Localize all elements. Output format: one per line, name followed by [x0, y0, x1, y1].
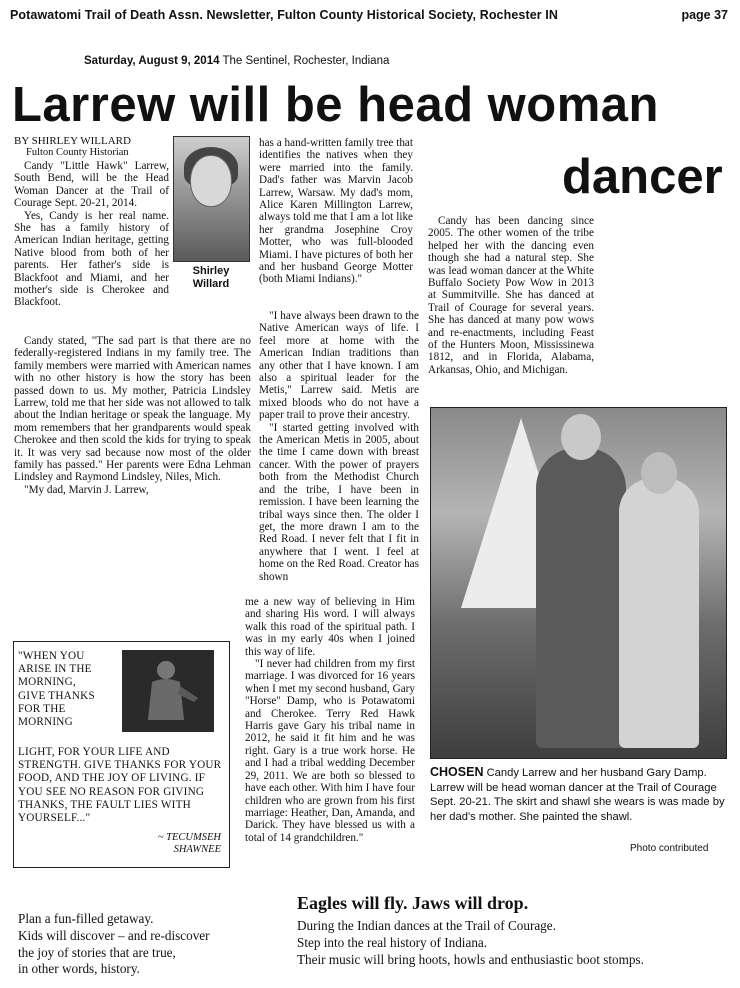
- quote-line: MORNING,: [18, 676, 76, 689]
- ad-line: During the Indian dances at the Trail of Courage.: [297, 918, 556, 933]
- article-column-2-wide: [259, 310, 419, 583]
- caption-line: Willard: [192, 278, 230, 290]
- ad-line: Plan a fun-filled getaway.: [18, 911, 154, 926]
- author-photo-caption: [180, 265, 242, 291]
- ad-right: [297, 918, 644, 968]
- ad-line: Kids will discover – and re-discover: [18, 927, 210, 943]
- paragraph: Candy stated, "The sad part is that there are no federally-registered Indians in my family tree. The family members were married with American names with no other history is how the story has been passed down to us. My mother, Patricia Lindsley Larrew, told me that her side was not allowed to talk about the Indian heritage or speak the language. My mom remembers that her grandparents would speak Cherokee and then scold the kids for trying to speak it. It was very sad because now most of the older family has passed." Her parents were Edna Lehman Lindsley and Raymond Lindsley, Niles, Mich.: [14, 335, 251, 484]
- paragraph: "I never had children from my first marriage. I was divorced for 16 years when I met my second husband, Gary "Horse" Damp, who is Potawatomi and Cherokee. Terry Red Hawk Harris gave Gary his tribal name in 2012, he said it fit him and he was right. Gary is a true work horse. He and I had a tribal wedding December 29, 2011. We are both so blessed to have each other. With him I have four children who are grown from his first marriage: Heather, Dan, Amanda, and Darick. They have blessed us with a total of 14 grandchildren.": [245, 658, 415, 844]
- article-column-2-continued: [245, 596, 415, 844]
- article-column-3: [428, 215, 594, 376]
- quote-line: MORNING: [18, 716, 73, 729]
- statue-silhouette-icon: [122, 650, 214, 732]
- article-column-1-body: [14, 160, 169, 309]
- byline-role: Fulton County Historian: [26, 147, 129, 159]
- ad-line: Their music will bring hoots, howls and enthusiastic boot stomps.: [297, 951, 644, 967]
- photo-caption: [430, 765, 728, 824]
- man-head: [561, 414, 601, 460]
- ad-right-headline: Eagles will fly. Jaws will drop.: [297, 893, 529, 913]
- couple-photo: [430, 407, 727, 759]
- man-figure: [536, 448, 626, 748]
- quote-line: ARISE IN THE: [18, 663, 92, 676]
- quote-text-bottom: LIGHT, FOR YOUR LIFE AND STRENGTH. GIVE THANKS FOR YOUR FOOD, AND THE JOY OF LIVING. IF YOU SEE NO REASON FOR GIVING THANKS, THE FAULT LIES WITH YOURSELF...": [18, 746, 222, 825]
- headline-line2: dancer: [562, 150, 723, 204]
- attribution-line: SHAWNEE: [173, 844, 221, 855]
- paragraph: Yes, Candy is her real name. She has a family history of American Indian heritage, getting Native blood from both of her parents. Her father's side is Blackfoot and Miami, and her mother's side is Cherokee and Blackfoot.: [14, 209, 169, 309]
- tecumseh-statue-photo: [122, 650, 214, 732]
- quote-line: "WHEN YOU: [18, 650, 85, 662]
- ad-left: [18, 911, 258, 978]
- caption-text: Candy Larrew and her husband Gary Damp. Larrew will be head woman dancer at the Trail of Courage Sept. 20-21. The skirt and shawl she wears is was made by her dad's mother. She painted the shawl.: [430, 767, 725, 823]
- article-column-1-body-wide: [14, 335, 251, 496]
- byline-author: BY SHIRLEY WILLARD: [14, 135, 131, 147]
- quote-line: FOR THE: [18, 702, 66, 715]
- paragraph: has a hand-written family tree that identifies the natives when they were married into the family. Dad's father was Marvin Jacob Larrew, Warsaw. My dad's mom, Alice Karen Millington Larrew, always told me that I am a lot like her grandma Josephine Croy Motter, who was full-blooded Miami. I have pictures of both her and her husband George Motter (both Miami Indians).": [259, 137, 413, 286]
- paragraph: Candy "Little Hawk" Larrew, South Bend, will be the Head Woman Dancer at the Trail of Courage Sept. 20-21, 2014.: [14, 160, 169, 210]
- paragraph: "I have always been drawn to the Native American ways of life. I feel more at home with the American Indian traditions than any other that I have known. I am also a spiritual leader for the Metis," Larrew said. Metis are mixed bloods who do not have a paper trail to prove their ancestry.: [259, 310, 419, 422]
- dateline: [84, 55, 389, 67]
- woman-head: [641, 452, 677, 494]
- dateline-date: Saturday, August 9, 2014: [84, 55, 220, 67]
- headline-line1: Larrew will be head woman: [12, 78, 659, 132]
- quote-line: GIVE THANKS: [18, 689, 95, 702]
- caption-line: Shirley: [192, 265, 230, 277]
- ad-line: the joy of stories that are true,: [18, 944, 176, 960]
- woman-figure: [619, 478, 699, 748]
- dateline-source: The Sentinel, Rochester, Indiana: [222, 55, 390, 67]
- photo-credit: Photo contributed: [630, 843, 709, 854]
- newsletter-header: Potawatomi Trail of Death Assn. Newsletter, Fulton County Historical Society, Rochester IN: [10, 8, 558, 22]
- article-column-1: [14, 135, 170, 160]
- paragraph: "I started getting involved with the American Metis in 2005, about the time I came down with breast cancer. With the power of prayers both from the Methodist Church and the tribe, I have been in remission. I have been learning the tribal ways since then. The older I get, the more drawn I am to the Red Road. I never felt that I fit in anywhere that I went. I feel at home on the Red Road. Creator has shown: [259, 421, 419, 583]
- ad-line: Step into the real history of Indiana.: [297, 934, 488, 950]
- paragraph: "My dad, Marvin J. Larrew,: [24, 483, 149, 496]
- article-column-2: [259, 137, 413, 286]
- paragraph: Candy has been dancing since 2005. The other women of the tribe helped her with the dancing even though she had a natural step. She was lead woman dancer at the White Buffalo Society Pow Wow in 2013 at Summitville. She has danced at Trail of Courage for several years. She has danced at many pow wows and re-enactments, including Feast of the Hunters Moon, Mississinewa 1812, and in Florida, Alabama, Arkansas, Ohio, and Michigan.: [428, 215, 594, 376]
- tecumseh-quote-box: [13, 641, 230, 868]
- author-photo: [173, 136, 250, 262]
- page-number: page 37: [681, 8, 728, 22]
- paragraph: me a new way of believing in Him and sharing His word. I will always walk this road of the spiritual path. I was in my early 40s when I joined this way of life.: [245, 596, 415, 658]
- attribution-line: ~ TECUMSEH: [157, 832, 221, 843]
- photo-face: [190, 155, 232, 207]
- ad-line: in other words, history.: [18, 961, 140, 977]
- quote-text-top: [18, 650, 130, 729]
- quote-attribution: [158, 832, 221, 856]
- caption-label: CHOSEN: [430, 765, 484, 779]
